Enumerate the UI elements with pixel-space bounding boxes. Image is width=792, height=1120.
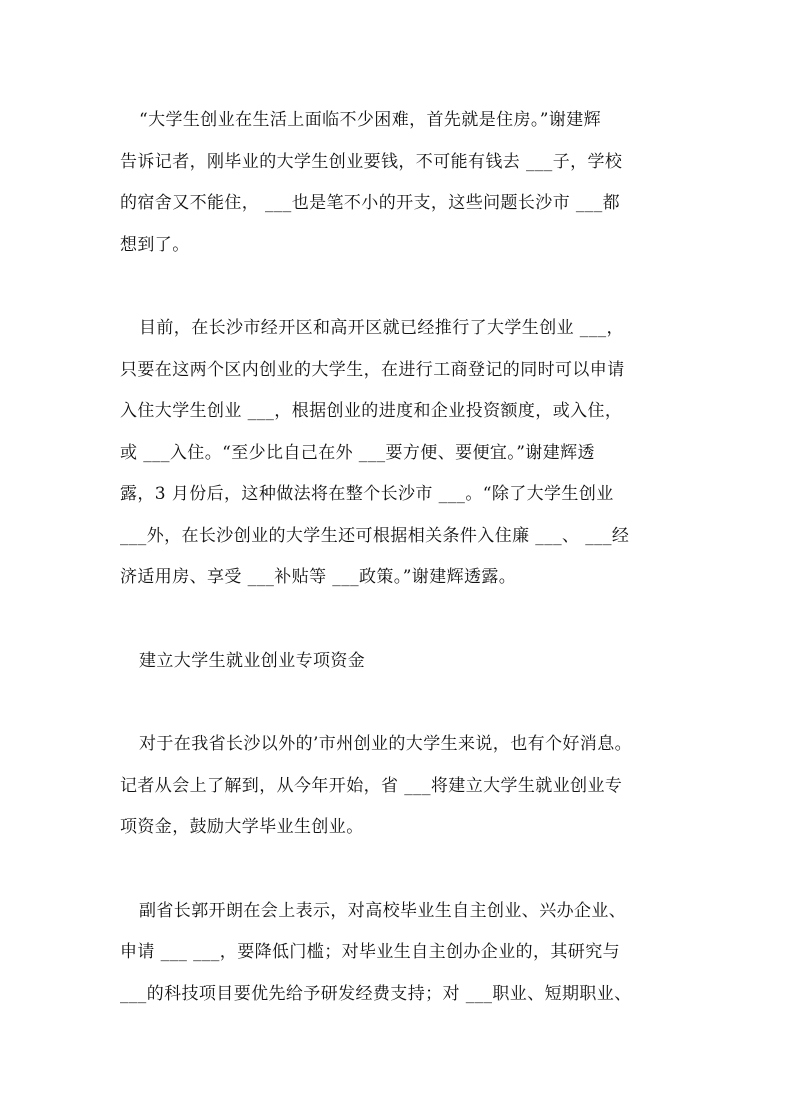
section-heading-text: 建立大学生就业创业专项资金 (139, 650, 366, 671)
text-line: 项资金，鼓励大学毕业生创业。 (120, 817, 364, 837)
text-line: 申请 ___ ___，要降低门槛；对毕业生自主创办企业的，其研究与 (120, 942, 621, 962)
text-line: 济适用房、享受 ___补贴等 ___政策。”谢建辉透露。 (120, 567, 517, 587)
text-line: 对于在我省长沙以外的’市州创业的大学生来说，也有个好消息。 (139, 734, 633, 754)
paragraph-vice-governor-remarks (120, 891, 665, 1016)
text-line: 目前，在长沙市经开区和高开区就已经推行了大学生创业 ___， (139, 318, 624, 338)
text-line: 或 ___入住。“至少比自己在外 ___要方便、要便宜。”谢建辉透 (120, 442, 595, 463)
text-line: ___外，在长沙创业的大学生还可根据相关条件入住廉 ___、 ___经 (120, 525, 630, 546)
section-heading (120, 641, 665, 683)
paragraph-housing-quote (120, 100, 665, 266)
text-line: 入住大学生创业 ___，根据创业的进度和企业投资额度，或入住， (120, 401, 623, 421)
text-line: 露，3 月份后，这种做法将在整个长沙市 ___。“除了大学生创业 (120, 484, 614, 504)
text-line: 想到了。 (120, 234, 190, 255)
paragraph-incubator-policy (120, 308, 665, 599)
text-line: 记者从会上了解到，从今年开始，省 ___将建立大学生就业创业专 (120, 775, 623, 796)
document-page (120, 100, 665, 1057)
paragraph-special-fund (120, 724, 665, 849)
text-line: 告诉记者，刚毕业的大学生创业要钱，不可能有钱去 ___子，学校 (120, 151, 623, 172)
text-line: 副省长郭开朗在会上表示，对高校毕业生自主创业、兴办企业、 (139, 900, 627, 921)
text-line: ___的科技项目要优先给予研发经费支持；对 ___职业、短期职业、 (120, 983, 632, 1004)
text-line: 的宿舍又不能住， ___也是笔不小的开支，这些问题长沙市 ___都 (120, 193, 621, 213)
text-line: 只要在这两个区内创业的大学生，在进行工商登记的同时可以申请 (120, 359, 625, 380)
text-line: “大学生创业在生活上面临不少困难，首先就是住房。”谢建辉 (139, 110, 602, 130)
